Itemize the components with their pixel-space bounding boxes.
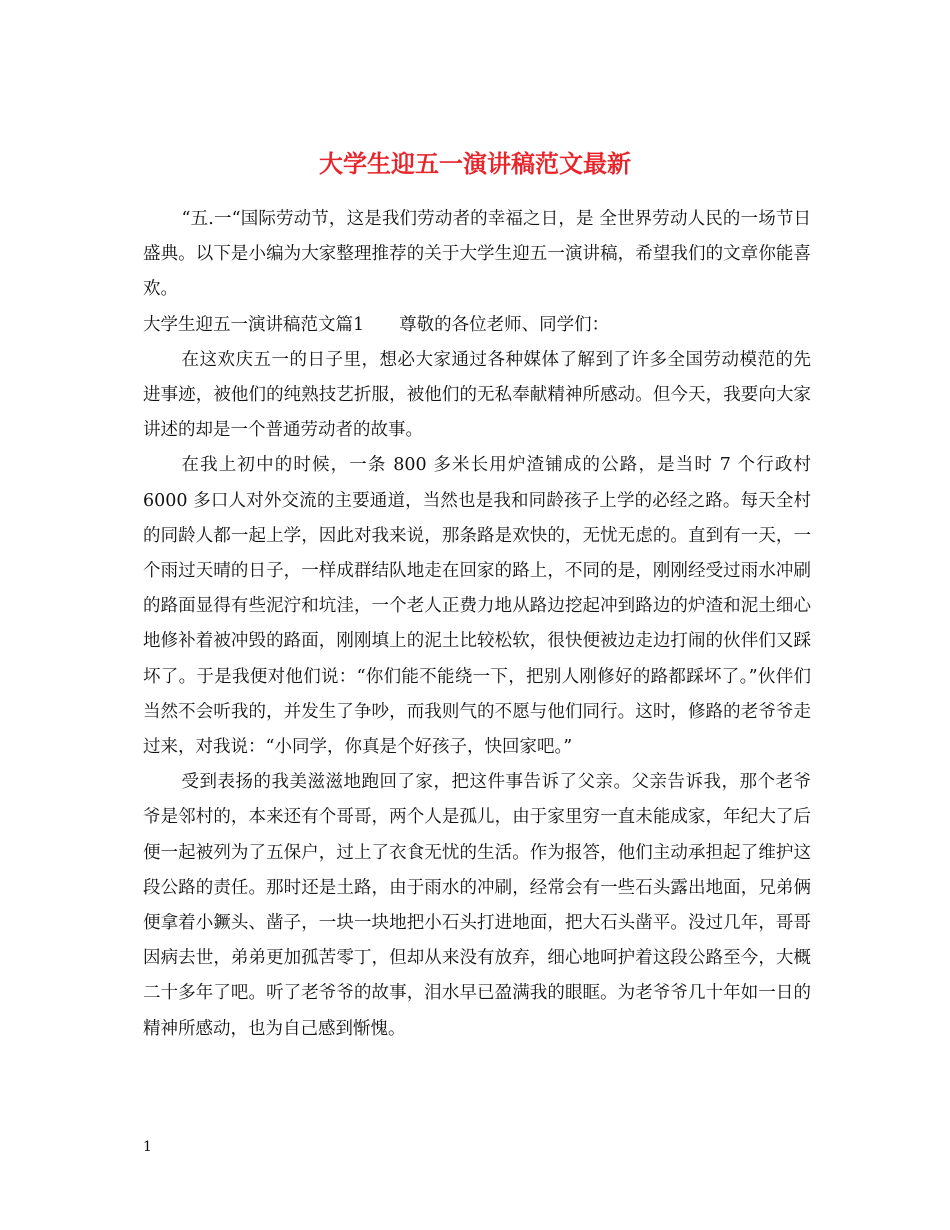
document-title: 大学生迎五一演讲稿范文最新: [319, 150, 631, 179]
body-paragraph: 在这欢庆五一的日子里，想必大家通过各种媒体了解到了许多全国劳动模范的先进事迹，被他们的纯熟技艺折服，被他们的无私奉献精神所感动。但今天，我要向大家讲述的却是一个普通劳动者的故事。: [143, 349, 811, 441]
body-paragraph: 受到表扬的我美滋滋地跑回了家，把这件事告诉了父亲。父亲告诉我，那个老爷爷是邻村的，本来还有个哥哥，两个人是孤儿，由于家里穷一直未能成家，年纪大了后便一起被列为了五保户，过上了衣食无忧的生活。作为报答，他们主动承担起了维护这段公路的责任。那时还是土路，由于雨水的冲刷，经常会有一些石头露出地面，兄弟俩便拿着小鐝头、凿子，一块一块地把小石头打进地面，把大石头凿平。没过几年，哥哥因病去世，弟弟更加孤苦零丁，但却从来没有放弃，细心地呵护着这段公路至今，大概二十多年了吧。听了老爷爷的故事，泪水早已盈满我的眼眶。为老爷爷几十年如一日的精神所感动，也为自己感到惭愧。: [143, 772, 811, 1039]
body-paragraph: 在我上初中的时候，一条 800 多米长用炉渣铺成的公路，是当时 7 个行政村 6000 多口人对外交流的主要通道，当然也是我和同龄孩子上学的必经之路。每天全村的同龄人都一起上学，因此对我来说，那条路是欢快的，无忧无虑的。直到有一天，一个雨过天晴的日子，一样成群结队地走在回家的路上，不同的是，刚刚经受过雨水冲刷的路面显得有些泥泞和坑洼，一个老人正费力地从路边挖起冲到路边的炉渣和泥土细心地修补着被冲毁的路面，刚刚填上的泥土比较松软，很快便被边走边打闹的伙伴们又踩坏了。于是我便对他们说：“你们能不能绕一下，把别人刚修好的路都踩坏了。”伙伴们当然不会听我的，并发生了争吵，而我则气的不愿与他们同行。这时，修路的老爷爷走过来，对我说：“小同学，你真是个好孩子，快回家吧。”: [143, 455, 811, 758]
page-number: 1: [143, 1139, 152, 1155]
document-body: [143, 202, 811, 1047]
intro-paragraph: “五.一“国际劳动节，这是我们劳动者的幸福之日，是 全世界劳动人民的一场节日盛典。以下是小编为大家整理推荐的关于大学生迎五一演讲稿，希望我们的文章你能喜欢。: [143, 209, 811, 300]
section-heading: 大学生迎五一演讲稿范文篇1 尊敬的各位老师、同学们：: [143, 314, 610, 335]
